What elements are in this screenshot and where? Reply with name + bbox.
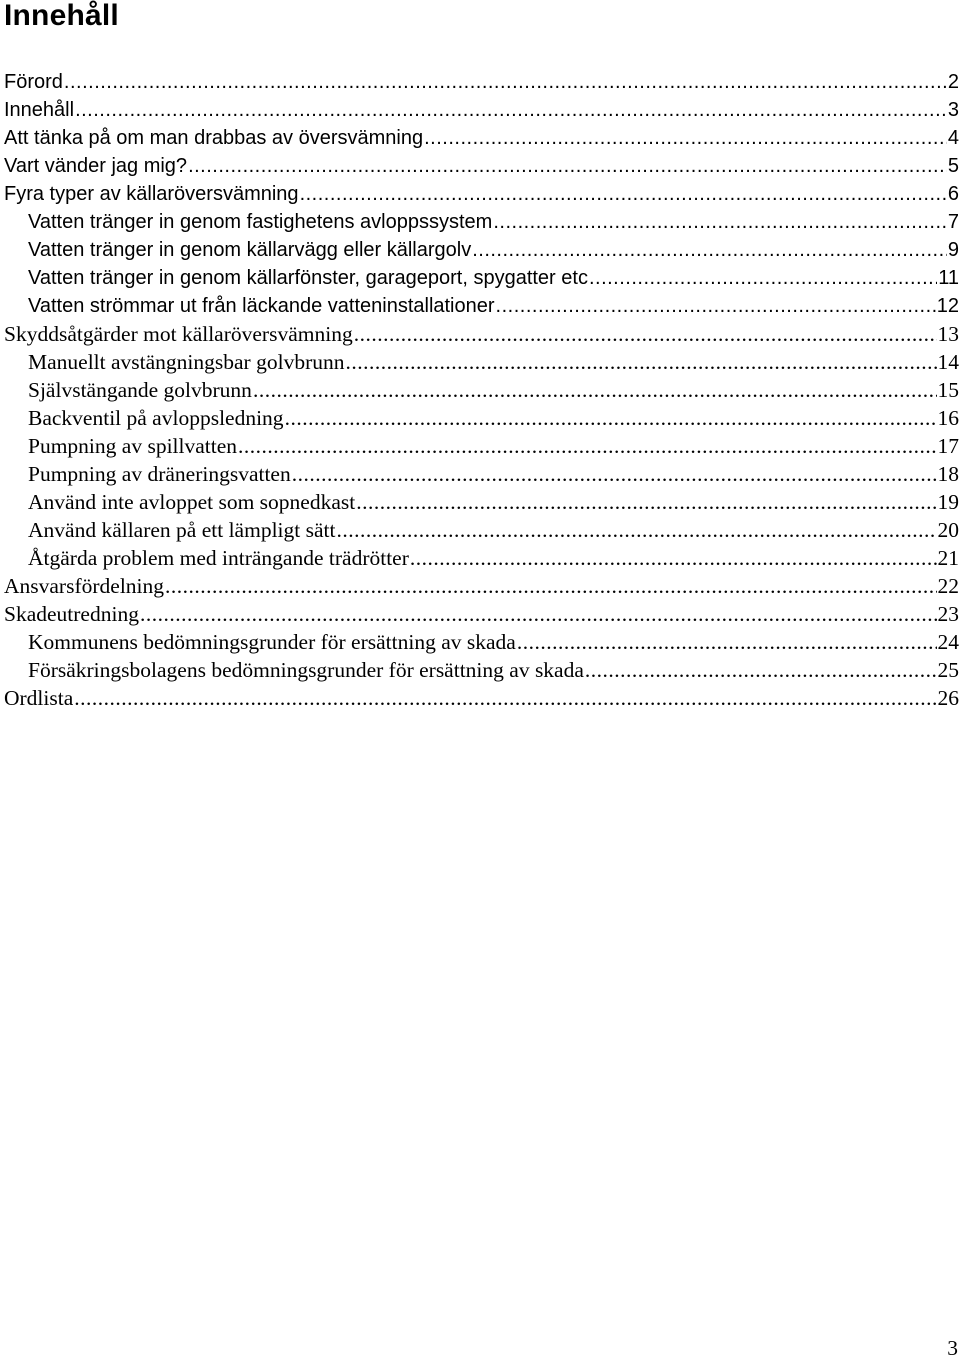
- toc-entry-title: Pumpning av dräneringsvatten: [28, 462, 291, 486]
- toc-entry-title: Vatten strömmar ut från läckande vatteninstallationer: [28, 295, 495, 317]
- dot-leader: [300, 180, 947, 208]
- toc-entry[interactable]: [4, 348, 959, 376]
- toc-entry-page: 9: [947, 239, 959, 261]
- dot-leader: [424, 124, 947, 152]
- toc-entry-page: 21: [937, 546, 959, 570]
- toc-entry[interactable]: [4, 544, 959, 572]
- toc-entry-title: Skyddsåtgärder mot källaröversvämning: [4, 322, 353, 346]
- toc-entry-title: Självstängande golvbrunn: [28, 378, 252, 402]
- toc-entry-page: 23: [937, 602, 959, 626]
- toc-entry-title: Fyra typer av källaröversvämning: [4, 183, 299, 205]
- toc-entry-page: 12: [936, 295, 959, 317]
- dot-leader: [589, 264, 937, 292]
- dot-leader: [354, 320, 937, 348]
- dot-leader: [74, 684, 936, 712]
- toc-entry-page: 17: [937, 434, 959, 458]
- toc-entry[interactable]: [4, 460, 959, 488]
- toc-entry-title: Pumpning av spillvatten: [28, 434, 238, 458]
- dot-leader: [356, 488, 936, 516]
- toc-entry[interactable]: [4, 600, 959, 628]
- toc-entry[interactable]: [4, 208, 959, 236]
- toc-entry[interactable]: [4, 180, 959, 208]
- dot-leader: [493, 208, 947, 236]
- toc-entry-page: 22: [937, 574, 959, 598]
- toc-entry-page: 18: [937, 462, 959, 486]
- dot-leader: [336, 516, 936, 544]
- dot-leader: [188, 152, 947, 180]
- dot-leader: [496, 292, 936, 320]
- toc-entry-title: Vatten tränger in genom källarfönster, garageport, spygatter etc: [28, 267, 588, 289]
- dot-leader: [410, 544, 937, 572]
- toc-entry-page: 11: [938, 267, 959, 289]
- dot-leader: [472, 236, 947, 264]
- toc-entry-title: Backventil på avloppsledning: [28, 406, 284, 430]
- toc-entry[interactable]: [4, 488, 959, 516]
- toc-entry-title: Vatten tränger in genom fastighetens avloppssystem: [28, 211, 493, 233]
- toc-entry-page: 16: [937, 406, 959, 430]
- toc-entry[interactable]: [4, 124, 959, 152]
- dot-leader: [64, 68, 947, 96]
- toc-entry-title: Åtgärda problem med inträngande trädrötter: [28, 546, 409, 570]
- toc-entry-page: 5: [947, 155, 959, 177]
- toc-entry[interactable]: [4, 320, 959, 348]
- toc-entry-title: Förord: [4, 71, 63, 93]
- toc-entry[interactable]: [4, 236, 959, 264]
- toc-entry-page: 25: [937, 658, 959, 682]
- toc-entry-title: Innehåll: [4, 99, 75, 121]
- toc-entry-page: 14: [937, 350, 959, 374]
- toc-entry[interactable]: [4, 68, 959, 96]
- dot-leader: [253, 376, 937, 404]
- toc-entry-title: Vart vänder jag mig?: [4, 155, 188, 177]
- dot-leader: [285, 404, 937, 432]
- toc-entry-page: 4: [947, 127, 959, 149]
- toc-entry-page: 3: [947, 99, 959, 121]
- dot-leader: [585, 656, 937, 684]
- toc-entry-title: Vatten tränger in genom källarvägg eller källargolv: [28, 239, 472, 261]
- toc-entry-page: 24: [937, 630, 959, 654]
- toc-entry[interactable]: [4, 376, 959, 404]
- toc-entry[interactable]: [4, 628, 959, 656]
- toc-entry-page: 13: [937, 322, 959, 346]
- toc-entry[interactable]: [4, 404, 959, 432]
- dot-leader: [140, 600, 937, 628]
- toc-entry[interactable]: [4, 152, 959, 180]
- toc-entry-title: Försäkringsbolagens bedömningsgrunder för ersättning av skada: [28, 658, 584, 682]
- dot-leader: [345, 348, 936, 376]
- toc-entry-page: 2: [947, 71, 959, 93]
- page-number: 3: [947, 1336, 958, 1360]
- toc-entry-title: Skadeutredning: [4, 602, 139, 626]
- dot-leader: [517, 628, 937, 656]
- toc-entry-page: 6: [947, 183, 959, 205]
- dot-leader: [238, 432, 936, 460]
- toc-entry-page: 7: [947, 211, 959, 233]
- dot-leader: [75, 96, 947, 124]
- toc-entry-title: Använd inte avloppet som sopnedkast: [28, 490, 356, 514]
- toc-entry[interactable]: [4, 264, 959, 292]
- table-of-contents: [4, 68, 959, 712]
- toc-entry[interactable]: [4, 684, 959, 712]
- toc-entry-page: 20: [937, 518, 959, 542]
- toc-entry-page: 26: [937, 686, 959, 710]
- toc-entry[interactable]: [4, 292, 959, 320]
- toc-entry-title: Ansvarsfördelning: [4, 574, 165, 598]
- toc-entry-title: Kommunens bedömningsgrunder för ersättning av skada: [28, 630, 516, 654]
- toc-entry[interactable]: [4, 572, 959, 600]
- toc-entry[interactable]: [4, 96, 959, 124]
- toc-entry[interactable]: [4, 516, 959, 544]
- toc-entry-title: Använd källaren på ett lämpligt sätt: [28, 518, 336, 542]
- toc-entry-page: 19: [937, 490, 959, 514]
- toc-entry-page: 15: [937, 378, 959, 402]
- dot-leader: [292, 460, 937, 488]
- toc-entry-title: Ordlista: [4, 686, 74, 710]
- toc-entry[interactable]: [4, 656, 959, 684]
- toc-entry[interactable]: [4, 432, 959, 460]
- dot-leader: [165, 572, 936, 600]
- toc-entry-title: Att tänka på om man drabbas av översvämning: [4, 127, 424, 149]
- toc-entry-title: Manuellt avstängningsbar golvbrunn: [28, 350, 345, 374]
- page-title: Innehåll: [4, 0, 119, 32]
